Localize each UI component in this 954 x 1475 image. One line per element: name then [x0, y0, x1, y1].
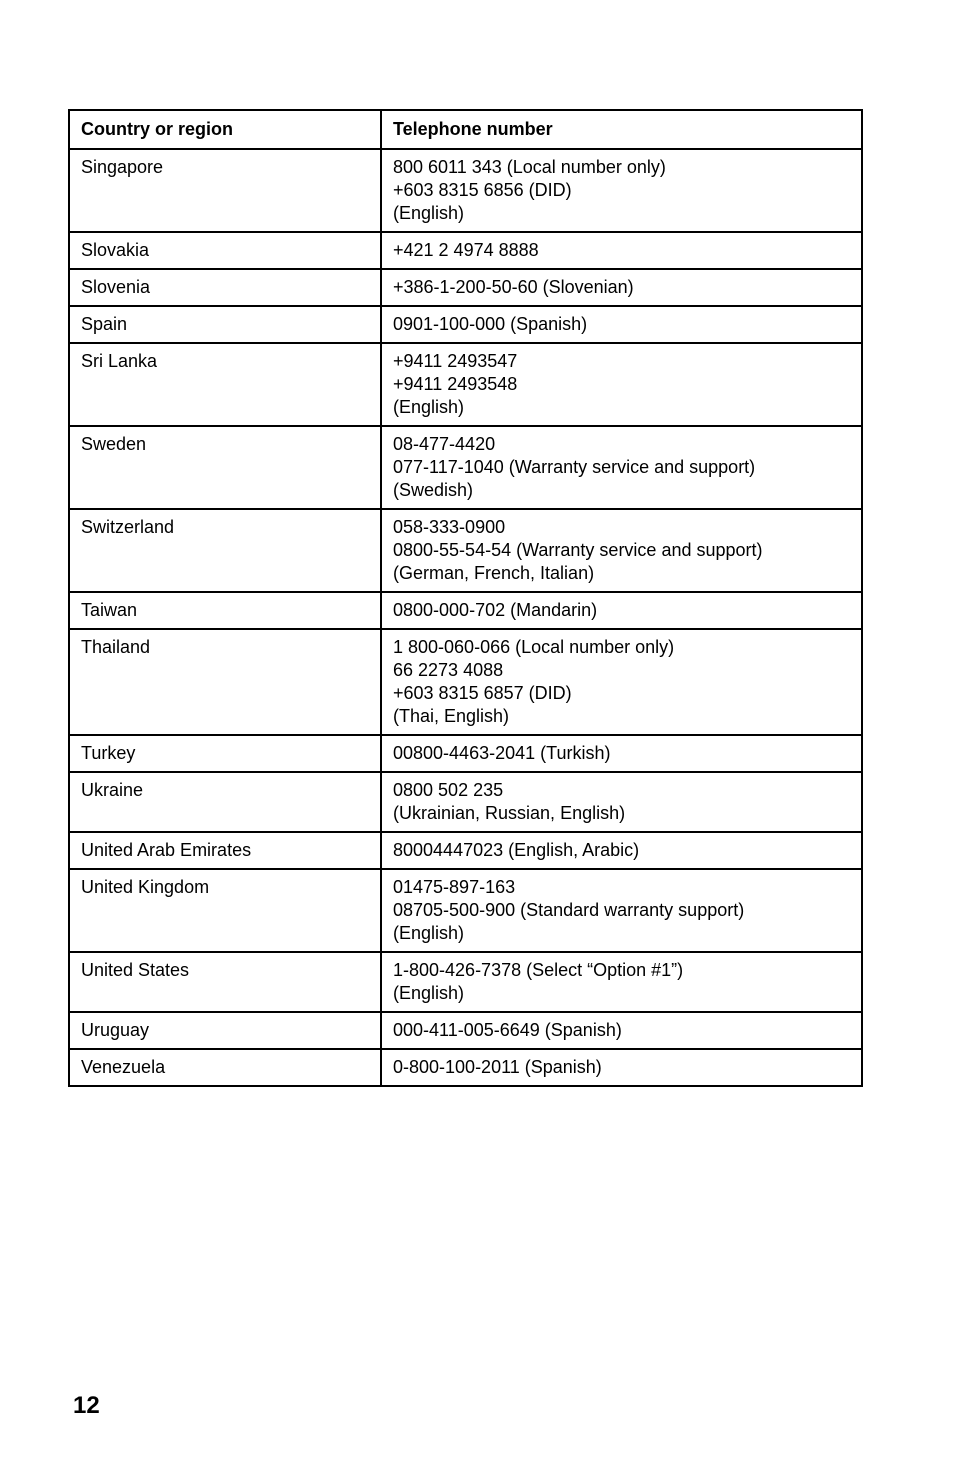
phone-cell [381, 509, 862, 592]
phone-line: (Swedish) [393, 480, 474, 500]
phone-line: 08705-500-900 (Standard warranty support) [393, 900, 745, 920]
column-header-phone: Telephone number [381, 110, 862, 149]
phone-line: 01475-897-163 [393, 877, 516, 897]
country-cell: Thailand [69, 629, 381, 735]
phone-cell [381, 306, 862, 343]
phone-line: +603 8315 6857 (DID) [393, 683, 572, 703]
phone-line: +9411 2493548 [393, 374, 518, 394]
phone-line: 000-411-005-6649 (Spanish) [393, 1020, 622, 1040]
phone-cell [381, 1049, 862, 1086]
support-phone-table [68, 109, 863, 1087]
table-row [69, 269, 862, 306]
phone-line: 1-800-426-7378 (Select “Option #1”) [393, 960, 684, 980]
phone-line: 058-333-0900 [393, 517, 506, 537]
phone-line: +421 2 4974 8888 [393, 240, 539, 260]
phone-line: (English) [393, 923, 465, 943]
phone-line: (Ukrainian, Russian, English) [393, 803, 626, 823]
phone-line: +603 8315 6856 (DID) [393, 180, 572, 200]
phone-line: 0800-55-54-54 (Warranty service and support) [393, 540, 763, 560]
table-row [69, 1049, 862, 1086]
page-number: 12 [73, 1392, 100, 1419]
table-row [69, 232, 862, 269]
table-row [69, 832, 862, 869]
phone-cell [381, 772, 862, 832]
phone-cell [381, 832, 862, 869]
country-cell: Slovenia [69, 269, 381, 306]
phone-line: 0800-000-702 (Mandarin) [393, 600, 598, 620]
table-row [69, 343, 862, 426]
phone-line: +386-1-200-50-60 (Slovenian) [393, 277, 634, 297]
table-header-row [69, 110, 862, 149]
country-cell: Taiwan [69, 592, 381, 629]
column-header-country: Country or region [69, 110, 381, 149]
country-cell: United States [69, 952, 381, 1012]
phone-line: 0800 502 235 [393, 780, 504, 800]
phone-cell [381, 426, 862, 509]
phone-line: +9411 2493547 [393, 351, 518, 371]
table-row [69, 592, 862, 629]
phone-cell [381, 232, 862, 269]
phone-cell [381, 149, 862, 232]
table-row [69, 509, 862, 592]
phone-cell [381, 592, 862, 629]
phone-line: 0-800-100-2011 (Spanish) [393, 1057, 602, 1077]
country-cell: Uruguay [69, 1012, 381, 1049]
phone-line: (English) [393, 983, 465, 1003]
table-row [69, 772, 862, 832]
table-row [69, 869, 862, 952]
phone-line: 0901-100-000 (Spanish) [393, 314, 588, 334]
country-cell: Switzerland [69, 509, 381, 592]
phone-line: 800 6011 343 (Local number only) [393, 157, 666, 177]
phone-cell [381, 869, 862, 952]
phone-cell [381, 269, 862, 306]
country-cell: United Kingdom [69, 869, 381, 952]
phone-line: 00800-4463-2041 (Turkish) [393, 743, 611, 763]
table-body [69, 149, 862, 1086]
country-cell: Singapore [69, 149, 381, 232]
phone-cell [381, 1012, 862, 1049]
phone-line: (German, French, Italian) [393, 563, 595, 583]
table-row [69, 629, 862, 735]
country-cell: Spain [69, 306, 381, 343]
phone-cell [381, 735, 862, 772]
table-row [69, 426, 862, 509]
phone-line: 077-117-1040 (Warranty service and support) [393, 457, 756, 477]
phone-cell [381, 343, 862, 426]
table-row [69, 149, 862, 232]
country-cell: Ukraine [69, 772, 381, 832]
table-row [69, 306, 862, 343]
phone-line: (English) [393, 203, 465, 223]
table-row [69, 952, 862, 1012]
country-cell: Sweden [69, 426, 381, 509]
phone-cell [381, 629, 862, 735]
table-row [69, 1012, 862, 1049]
phone-line: 66 2273 4088 [393, 660, 504, 680]
country-cell: United Arab Emirates [69, 832, 381, 869]
country-cell: Turkey [69, 735, 381, 772]
table-row [69, 735, 862, 772]
phone-line: 08-477-4420 [393, 434, 496, 454]
country-cell: Slovakia [69, 232, 381, 269]
country-cell: Venezuela [69, 1049, 381, 1086]
country-cell: Sri Lanka [69, 343, 381, 426]
phone-line: (Thai, English) [393, 706, 510, 726]
phone-line: 1 800-060-066 (Local number only) [393, 637, 675, 657]
phone-line: (English) [393, 397, 465, 417]
phone-cell [381, 952, 862, 1012]
phone-line: 80004447023 (English, Arabic) [393, 840, 640, 860]
